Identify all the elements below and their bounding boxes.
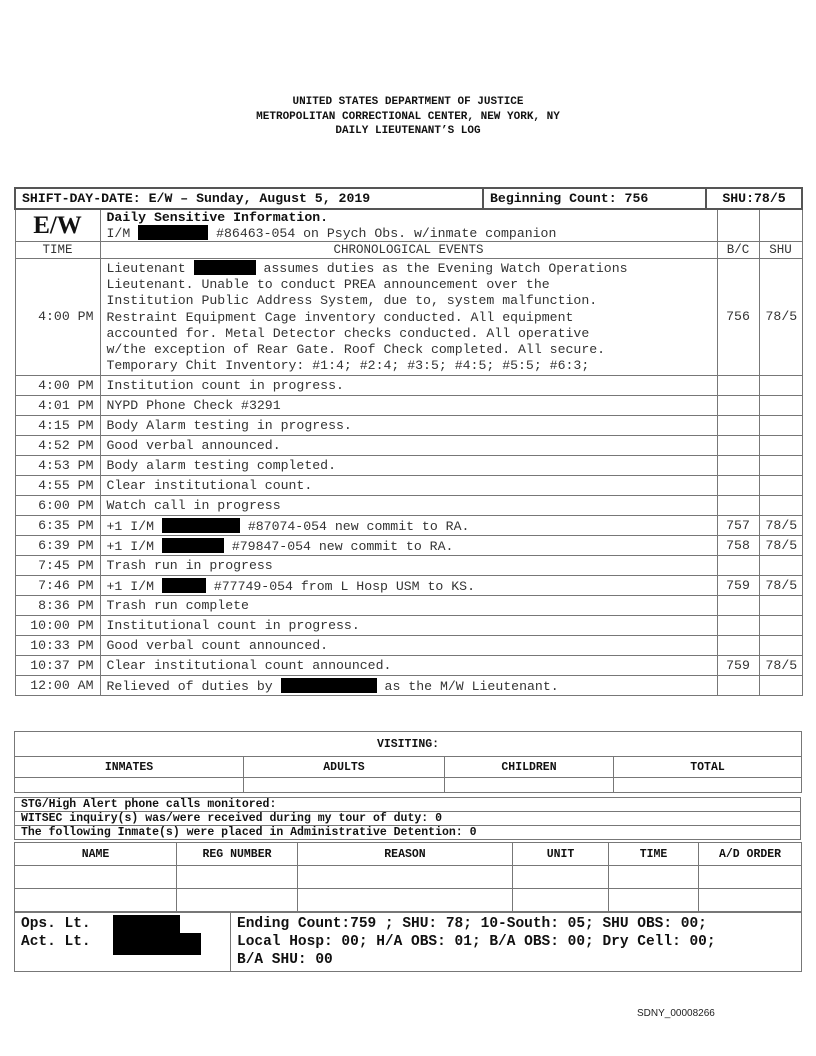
entry-text: as the M/W Lieutenant.: [384, 678, 559, 694]
summary-line: Local Hosp: 00; H/A OBS: 01; B/A OBS: 00; Dry Cell: 00;: [237, 934, 716, 950]
ad-header-time: TIME: [609, 843, 699, 866]
entry-time: 4:00 PM: [15, 259, 100, 376]
ad-cell: [609, 889, 699, 912]
redaction-box: [162, 538, 224, 553]
entry-line: w/the exception of Rear Gate. Roof Check completed. All secure.: [106, 342, 606, 358]
entry-shu: [759, 376, 802, 396]
entry-line: [107, 260, 711, 277]
entry-line: Lieutenant. Unable to conduct PREA announcement over the: [106, 277, 550, 293]
entry-line: Temporary Chit Inventory: #1:4; #2:4; #3:5; #4:5; #5:5; #6:3;: [106, 358, 590, 374]
ad-cell: [609, 866, 699, 889]
lieutenant-log-table: [14, 187, 803, 696]
entry-time: 6:35 PM: [15, 516, 100, 536]
redaction-box: [113, 933, 201, 955]
log-entry: [15, 676, 802, 696]
col-header-shu: SHU: [759, 242, 802, 259]
visiting-header-total: TOTAL: [614, 757, 802, 778]
ad-cell: [298, 889, 513, 912]
stg-calls-line: STG/High Alert phone calls monitored:: [15, 798, 801, 812]
log-entry: [15, 376, 802, 396]
entry-time: 6:00 PM: [15, 496, 100, 516]
ad-cell: [699, 866, 802, 889]
ad-cell: [513, 889, 609, 912]
visiting-header-adults: ADULTS: [244, 757, 445, 778]
entry-time: 8:36 PM: [15, 596, 100, 616]
ad-cell: [15, 889, 177, 912]
visiting-total-value: [614, 778, 802, 793]
visiting-inmates-value: [15, 778, 244, 793]
entry-event: Clear institutional count.: [100, 476, 717, 496]
facility-title: METROPOLITAN CORRECTIONAL CENTER, NEW YORK, NY: [256, 110, 560, 123]
ending-summary-table: [14, 912, 802, 972]
entry-shu: [759, 596, 802, 616]
beginning-count: Beginning Count: 756: [483, 188, 706, 209]
entry-shu: [759, 676, 802, 696]
entry-shu: 78/5: [759, 576, 802, 596]
entry-event: Good verbal announced.: [100, 436, 717, 456]
sensitive-info-cell: [100, 209, 717, 242]
summary-line: B/A SHU: 00: [237, 952, 333, 968]
entry-bc: [717, 476, 759, 496]
entry-bc: [717, 596, 759, 616]
entry-shu: 78/5: [759, 516, 802, 536]
entry-bc: [717, 616, 759, 636]
entry-time: 10:37 PM: [15, 656, 100, 676]
entry-event: [100, 516, 717, 536]
entry-bc: [717, 456, 759, 476]
visiting-table: [14, 731, 802, 793]
entry-shu: [759, 396, 802, 416]
entry-bc: [717, 676, 759, 696]
entry-shu: [759, 436, 802, 456]
redaction-box: [162, 518, 240, 533]
log-entry: [15, 416, 802, 436]
entry-bc: [717, 416, 759, 436]
shift-day-date: SHIFT-DAY-DATE: E/W – Sunday, August 5, 2019: [15, 188, 483, 209]
entry-shu: [759, 496, 802, 516]
entry-shu: [759, 416, 802, 436]
log-entry: [15, 656, 802, 676]
entry-bc: 757: [717, 516, 759, 536]
entry-event: [100, 536, 717, 556]
log-entry: [15, 436, 802, 456]
entry-shu: 78/5: [759, 259, 802, 376]
entry-time: 12:00 AM: [15, 676, 100, 696]
entry-bc: [717, 376, 759, 396]
entry-time: 4:52 PM: [15, 436, 100, 456]
ad-row: [15, 889, 802, 912]
entry-text: Relieved of duties by: [106, 678, 273, 694]
shift-code: E/W: [15, 209, 100, 242]
ops-lt-label: Ops. Lt.: [21, 916, 91, 932]
entry-line: Institution Public Address System, due to, system malfunction.: [106, 293, 598, 309]
entry-event: Clear institutional count announced.: [100, 656, 717, 676]
log-entry: [15, 576, 802, 596]
document-header: [0, 95, 816, 139]
lieutenant-block: [21, 915, 224, 951]
ad-header-ad-order: A/D ORDER: [699, 843, 802, 866]
entry-shu: 78/5: [759, 656, 802, 676]
entry-event: Trash run in progress: [100, 556, 717, 576]
entry-time: 6:39 PM: [15, 536, 100, 556]
entry-text: assumes duties as the Evening Watch Operations: [263, 261, 628, 276]
entry-time: 4:01 PM: [15, 396, 100, 416]
entry-event: NYPD Phone Check #3291: [100, 396, 717, 416]
log-title: DAILY LIEUTENANT’S LOG: [335, 125, 481, 137]
witsec-line: WITSEC inquiry(s) was/were received during my tour of duty: 0: [15, 812, 801, 826]
sensitive-info-title: Daily Sensitive Information.: [106, 210, 329, 225]
redaction-box: [113, 915, 180, 935]
entry-shu: [759, 456, 802, 476]
log-entry-first: [15, 259, 802, 376]
sensitive-info-row: [15, 209, 802, 242]
entry-text: +1 I/M: [106, 578, 154, 594]
entry-bc: [717, 556, 759, 576]
col-header-events: CHRONOLOGICAL EVENTS: [100, 242, 717, 259]
ad-header-name: NAME: [15, 843, 177, 866]
col-header-time: TIME: [15, 242, 100, 259]
entry-time: 4:00 PM: [15, 376, 100, 396]
ad-header-reg-number: REG NUMBER: [177, 843, 298, 866]
visiting-adults-value: [244, 778, 445, 793]
log-entry: [15, 556, 802, 576]
summary-line: Ending Count:759 ; SHU: 78; 10-South: 05; SHU OBS: 00;: [237, 916, 707, 932]
entry-time: 4:15 PM: [15, 416, 100, 436]
agency-title: UNITED STATES DEPARTMENT OF JUSTICE: [292, 96, 524, 108]
log-entry: [15, 496, 802, 516]
redaction-box: [281, 678, 377, 693]
ad-cell: [177, 889, 298, 912]
log-entry: [15, 396, 802, 416]
entry-bc: 759: [717, 576, 759, 596]
ad-header-unit: UNIT: [513, 843, 609, 866]
entry-shu: [759, 476, 802, 496]
entry-text: #77749-054 from L Hosp USM to KS.: [213, 578, 475, 594]
log-entry: [15, 476, 802, 496]
entry-event: [100, 576, 717, 596]
entry-event: [100, 259, 717, 376]
shu-count: SHU:78/5: [706, 188, 802, 209]
sensitive-info-text: #86463-054 on Psych Obs. w/inmate companion: [216, 226, 557, 241]
lieutenant-signatures: [15, 913, 231, 972]
entry-event: Institutional count in progress.: [100, 616, 717, 636]
entry-bc: 758: [717, 536, 759, 556]
visiting-title: VISITING:: [15, 732, 802, 757]
entry-text: +1 I/M: [106, 538, 154, 554]
entry-time: 10:33 PM: [15, 636, 100, 656]
ending-count-summary: [231, 913, 802, 972]
act-lt-label: Act. Lt.: [21, 934, 91, 950]
entry-bc: [717, 396, 759, 416]
entry-bc: 756: [717, 259, 759, 376]
redaction-box: [194, 260, 256, 275]
entry-text: #79847-054 new commit to RA.: [231, 538, 454, 554]
redaction-box: [162, 578, 206, 593]
entry-event: [100, 676, 717, 696]
entry-shu: [759, 556, 802, 576]
entry-event: Good verbal count announced.: [100, 636, 717, 656]
sensitive-info-line: [107, 225, 711, 241]
visiting-children-value: [445, 778, 614, 793]
visiting-header-inmates: INMATES: [15, 757, 244, 778]
entry-line: Restraint Equipment Cage inventory conducted. All equipment: [106, 309, 574, 325]
entry-time: 10:00 PM: [15, 616, 100, 636]
entry-event: Trash run complete: [100, 596, 717, 616]
ad-cell: [177, 866, 298, 889]
inmate-prefix: I/M: [106, 226, 131, 241]
entry-bc: 759: [717, 656, 759, 676]
entry-event: Body alarm testing completed.: [100, 456, 717, 476]
ad-cell: [15, 866, 177, 889]
entry-text: +1 I/M: [106, 518, 154, 534]
log-entry: [15, 536, 802, 556]
empty-shu-cell: [759, 209, 802, 242]
ad-cell: [699, 889, 802, 912]
log-entry: [15, 636, 802, 656]
ad-header-reason: REASON: [298, 843, 513, 866]
entry-shu: [759, 636, 802, 656]
col-header-bc: B/C: [717, 242, 759, 259]
log-entry: [15, 456, 802, 476]
empty-bc-cell: [717, 209, 759, 242]
ad-cell: [513, 866, 609, 889]
log-entry: [15, 616, 802, 636]
visiting-header-children: CHILDREN: [445, 757, 614, 778]
shift-info-row: [15, 188, 802, 209]
entry-bc: [717, 436, 759, 456]
log-entry: [15, 596, 802, 616]
column-header-row: [15, 242, 802, 259]
admin-detention-table: [14, 842, 802, 912]
log-entry: [15, 516, 802, 536]
entry-shu: 78/5: [759, 536, 802, 556]
admin-detention-line: The following Inmate(s) were placed in Administrative Detention: 0: [15, 826, 801, 840]
ad-cell: [298, 866, 513, 889]
entry-time: 4:53 PM: [15, 456, 100, 476]
bates-number: SDNY_00008266: [637, 1008, 715, 1019]
entry-bc: [717, 636, 759, 656]
entry-text: #87074-054 new commit to RA.: [247, 518, 470, 534]
entry-time: 7:46 PM: [15, 576, 100, 596]
misc-info-table: [14, 797, 801, 840]
ad-row: [15, 866, 802, 889]
redaction-box: [138, 225, 208, 240]
entry-bc: [717, 496, 759, 516]
entry-time: 4:55 PM: [15, 476, 100, 496]
entry-shu: [759, 616, 802, 636]
entry-event: Watch call in progress: [100, 496, 717, 516]
entry-text: Lieutenant: [106, 261, 186, 276]
entry-event: Institution count in progress.: [100, 376, 717, 396]
entry-time: 7:45 PM: [15, 556, 100, 576]
entry-line: accounted for. Metal Detector checks conducted. All operative: [106, 325, 590, 341]
entry-event: Body Alarm testing in progress.: [100, 416, 717, 436]
